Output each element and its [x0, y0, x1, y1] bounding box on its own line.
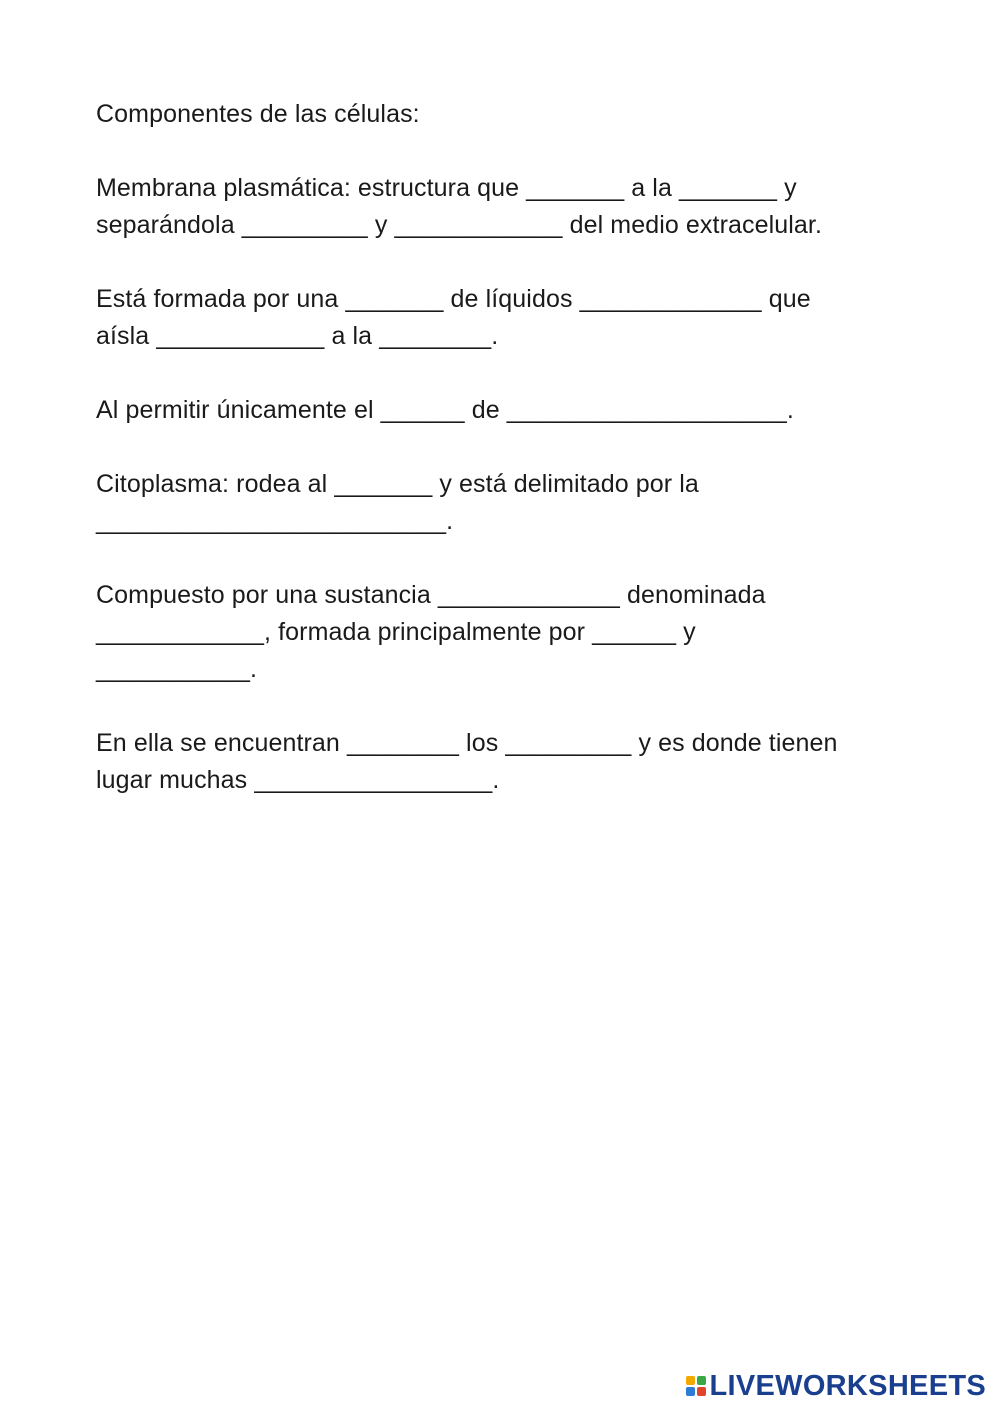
- logo-square-blue: [686, 1387, 695, 1396]
- worksheet-line: En ella se encuentran ________ los _________ y es donde tienen: [96, 729, 838, 757]
- liveworksheets-logo-text: LIVEWORKSHEETS: [709, 1369, 986, 1402]
- liveworksheets-logo-icon: [686, 1376, 706, 1396]
- worksheet-title: Componentes de las células:: [96, 100, 420, 128]
- logo-square-green: [697, 1376, 706, 1385]
- worksheet-line: Compuesto por una sustancia _____________ denominada: [96, 581, 766, 609]
- worksheet-line: Membrana plasmática: estructura que _______ a la _______ y: [96, 174, 797, 202]
- worksheet-line: Está formada por una _______ de líquidos _____________ que: [96, 285, 811, 313]
- worksheet-line: Citoplasma: rodea al _______ y está delimitado por la: [96, 470, 699, 498]
- worksheet-line: aísla ____________ a la ________.: [96, 322, 499, 350]
- worksheet-line: ___________.: [96, 655, 258, 683]
- logo-square-red: [697, 1387, 706, 1396]
- worksheet-line: ____________, formada principalmente por ______ y: [96, 618, 696, 646]
- worksheet-line: _________________________.: [96, 507, 454, 535]
- worksheet-line: Al permitir únicamente el ______ de ____________________.: [96, 396, 794, 424]
- logo-square-yellow: [686, 1376, 695, 1385]
- worksheet-line: lugar muchas _________________.: [96, 766, 500, 794]
- liveworksheets-logo: [686, 1366, 987, 1406]
- worksheet-line: separándola _________ y ____________ del medio extracelular.: [96, 211, 823, 239]
